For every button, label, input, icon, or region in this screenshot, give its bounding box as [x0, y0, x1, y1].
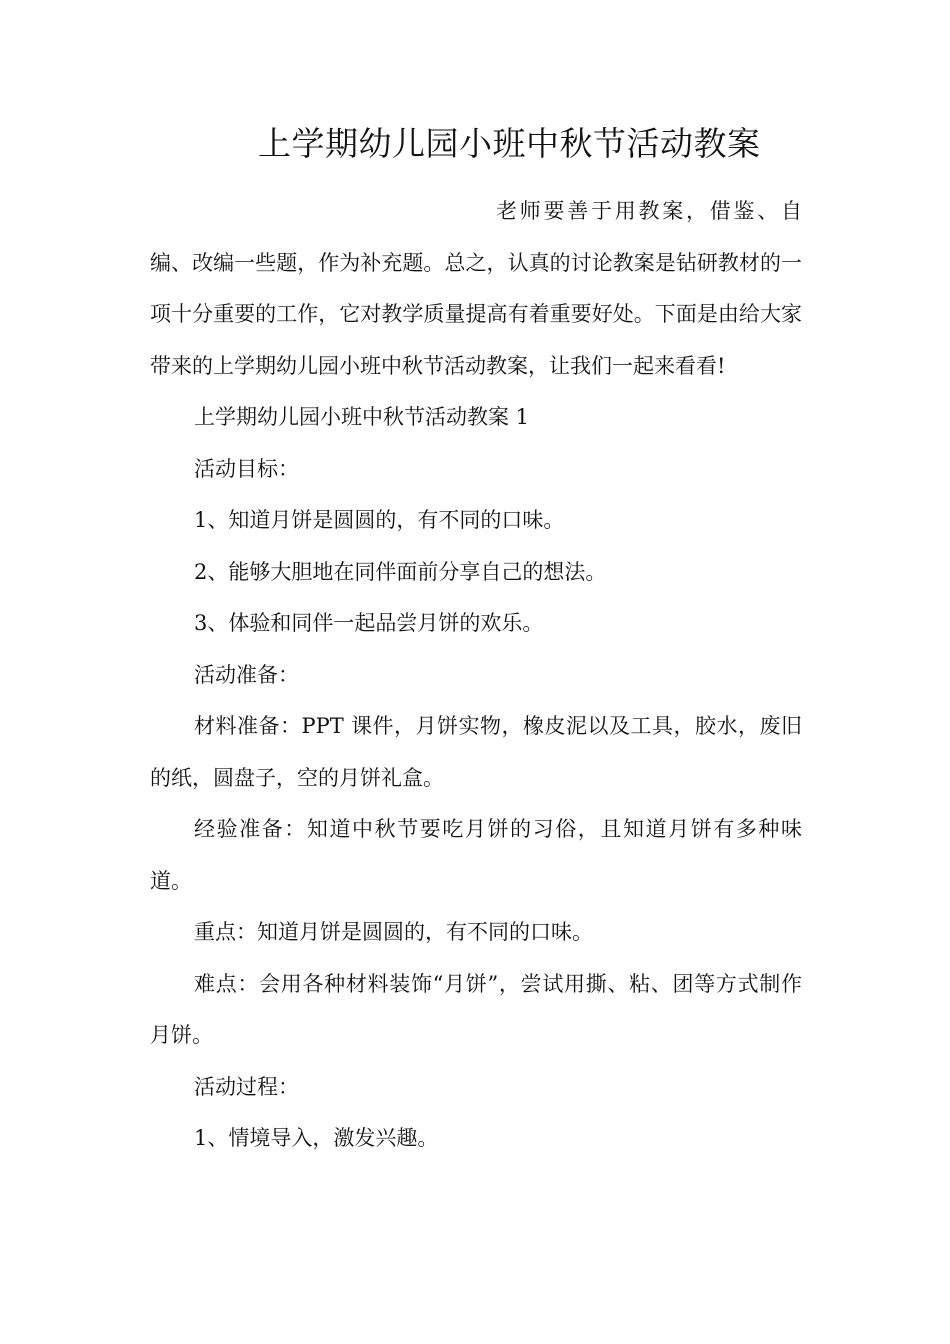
document-body	[150, 186, 802, 1165]
goal-item: 3、体验和同伴一起品尝月饼的欢乐。	[194, 611, 544, 635]
process-step: 1、情境导入，激发兴趣。	[194, 1126, 439, 1150]
goal-item: 2、能够大胆地在同伴面前分享自己的想法。	[194, 559, 607, 584]
material-prep-paragraph: 材料准备：PPT 课件，月饼实物，橡皮泥以及工具，胶水，废旧的纸，圆盘子，空的月饼礼盒。	[150, 714, 802, 790]
goal-item: 1、知道月饼是圆圆的，有不同的口味。	[194, 508, 565, 532]
document-title: 上学期幼儿园小班中秋节活动教案	[258, 124, 761, 163]
intro-paragraph: 老师要善于用教案，借鉴、自编、改编一些题，作为补充题。总之，认真的讨论教案是钻研教材的一项十分重要的工作，它对教学质量提高有着重要好处。下面是由给大家带来的上学期幼儿园小班中秋节活动教案，让我们一起来看看!	[150, 199, 802, 378]
section-title: 上学期幼儿园小班中秋节活动教案 1	[194, 405, 530, 429]
process-heading: 活动过程：	[194, 1074, 299, 1099]
difficulty-paragraph: 难点：会用各种材料装饰“月饼”，尝试用撕、粘、团等方式制作月饼。	[150, 971, 802, 1047]
prep-heading: 活动准备：	[194, 662, 299, 687]
goals-heading: 活动目标：	[194, 456, 299, 481]
key-point-paragraph: 重点：知道月饼是圆圆的，有不同的口味。	[194, 920, 593, 944]
experience-prep-paragraph: 经验准备：知道中秋节要吃月饼的习俗，且知道月饼有多种味道。	[150, 817, 802, 893]
